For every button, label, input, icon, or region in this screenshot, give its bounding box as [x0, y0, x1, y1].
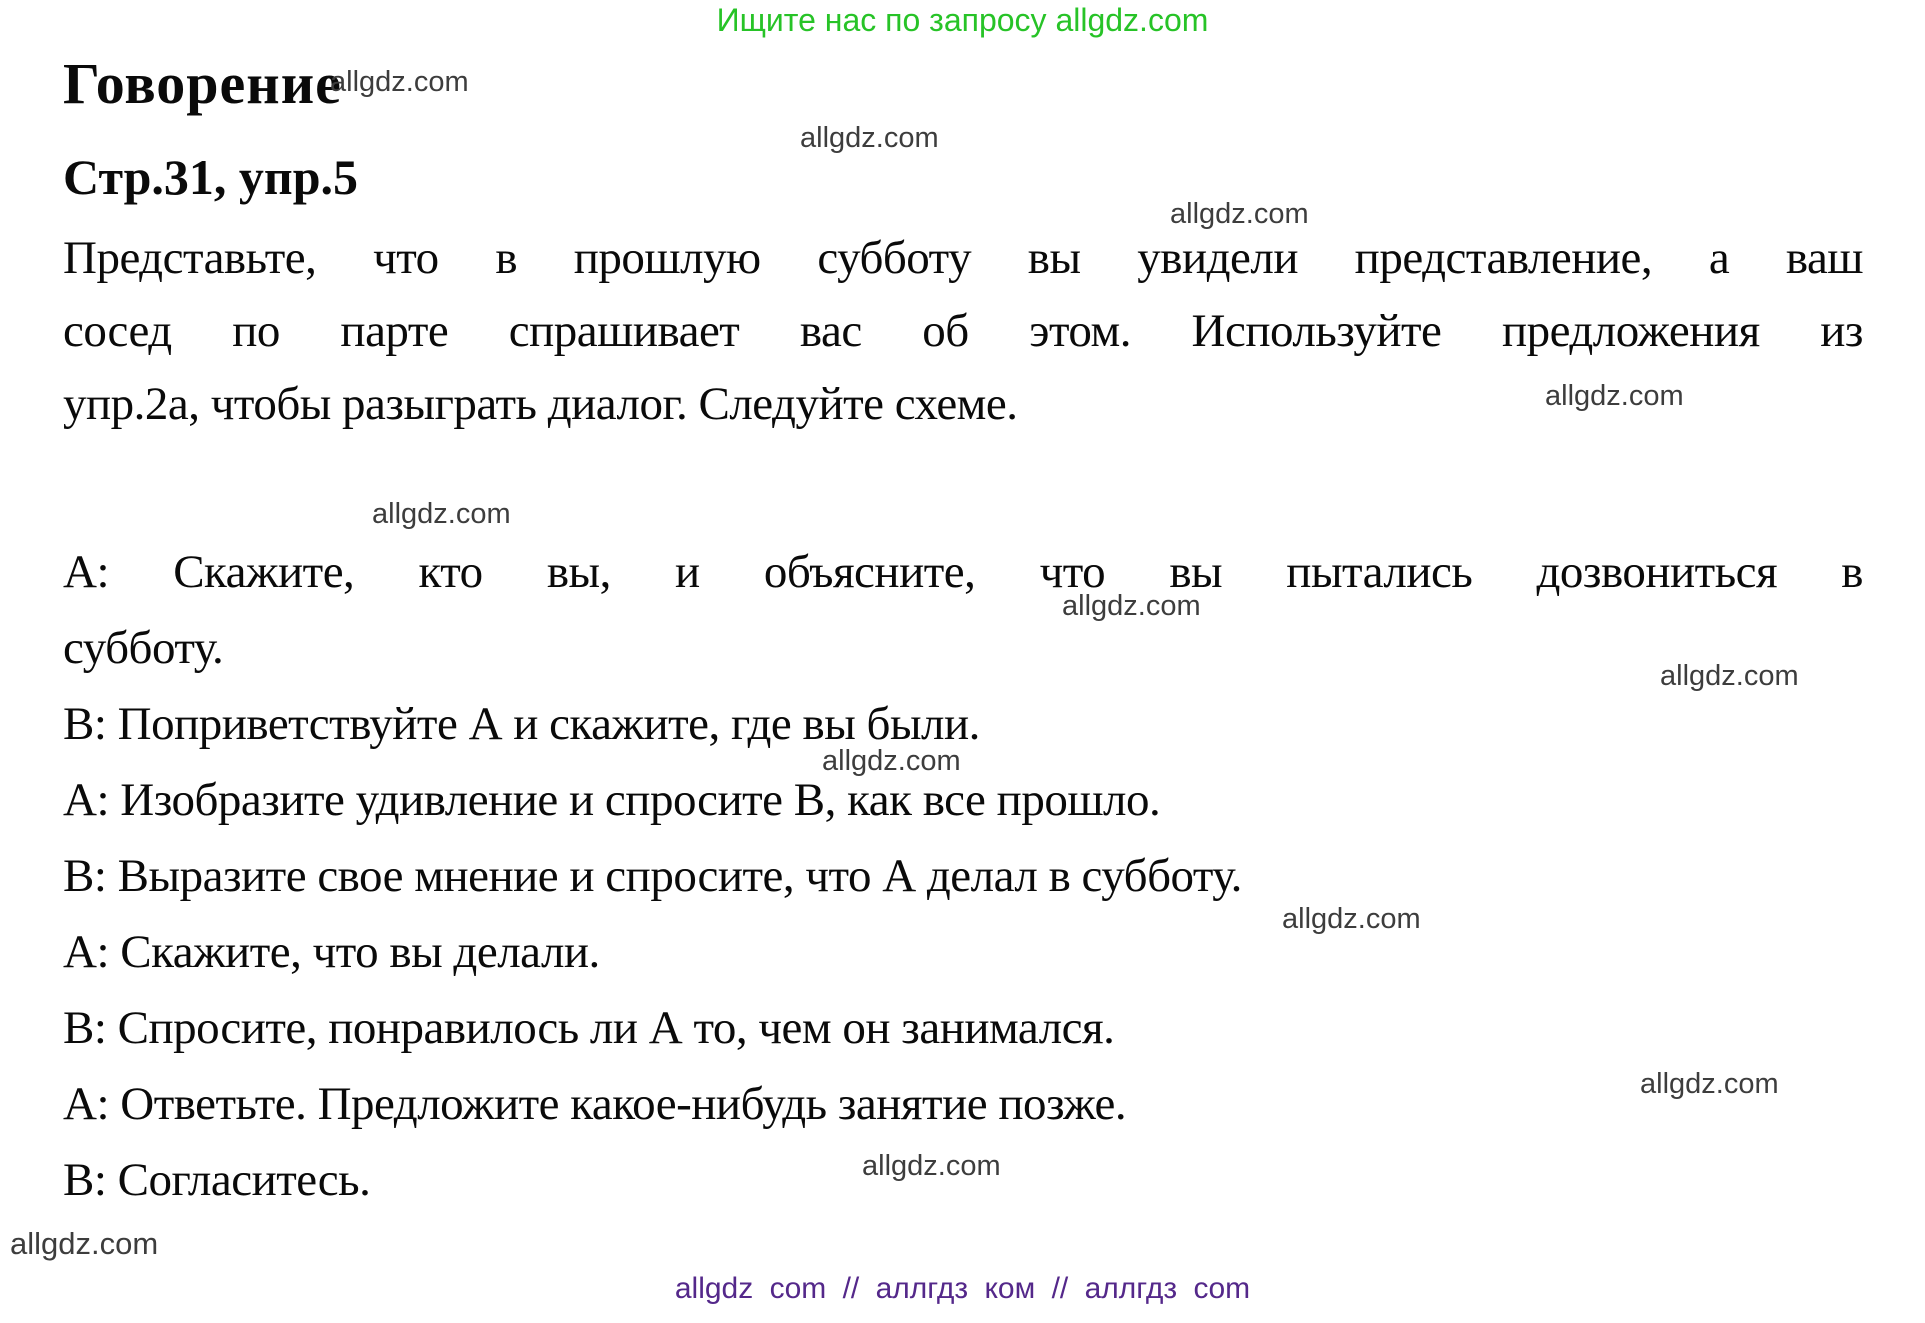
dialog-line-a3: А: Скажите, что вы делали. — [63, 926, 600, 978]
watermark: allgdz.com — [800, 122, 939, 154]
watermark: allgdz.com — [1170, 198, 1309, 230]
dialog-line-a1: А: Скажите, кто вы, и объясните, что вы пытались дозвониться в — [63, 546, 1863, 598]
watermark: allgdz.com — [1545, 380, 1684, 412]
watermark: allgdz.com — [372, 498, 511, 530]
watermark: allgdz.com — [822, 745, 961, 777]
task-line-2: сосед по парте спрашивает вас об этом. Используйте предложения из — [63, 305, 1863, 357]
watermark: allgdz.com — [1640, 1068, 1779, 1100]
dialog-line-b1: В: Поприветствуйте А и скажите, где вы были. — [63, 698, 980, 750]
watermark: allgdz.com — [330, 66, 469, 98]
dialog-line-a4: А: Ответьте. Предложите какое-нибудь занятие позже. — [63, 1078, 1127, 1130]
dialog-line-b3: В: Спросите, понравилось ли А то, чем он занимался. — [63, 1002, 1115, 1054]
task-line-3: упр.2а, чтобы разыграть диалог. Следуйте схеме. — [63, 378, 1018, 430]
exercise-reference: Стр.31, упр.5 — [63, 149, 359, 205]
watermark: allgdz.com — [862, 1150, 1001, 1182]
watermark: allgdz.com — [10, 1226, 159, 1261]
dialog-line-a1-wrap: субботу. — [63, 622, 224, 674]
page-title: Говорение — [63, 51, 342, 116]
dialog-line-b2: В: Выразите свое мнение и спросите, что А делал в субботу. — [63, 850, 1242, 902]
dialog-line-b4: В: Согласитесь. — [63, 1154, 371, 1206]
watermark: allgdz.com — [1062, 590, 1201, 622]
dialog-line-a2: А: Изобразите удивление и спросите В, как все прошло. — [63, 774, 1161, 826]
promo-banner: Ищите нас по запросу allgdz.com — [716, 2, 1209, 38]
watermark: allgdz.com — [1282, 903, 1421, 935]
footer-domains: allgdz com // аллгдз ком // аллгдз com — [674, 1272, 1251, 1305]
task-line-1: Представьте, что в прошлую субботу вы увидели представление, а ваш — [63, 232, 1863, 284]
dialog-scheme — [63, 534, 1863, 1218]
watermark: allgdz.com — [1660, 660, 1799, 692]
